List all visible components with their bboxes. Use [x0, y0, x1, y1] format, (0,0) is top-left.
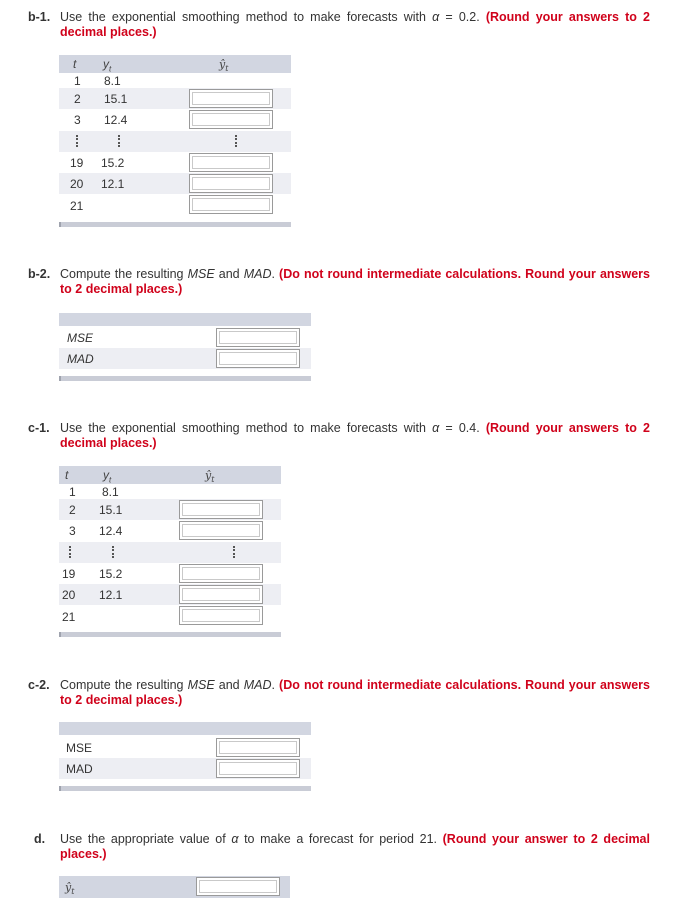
- question-b2: [28, 267, 650, 297]
- header-t: t: [73, 57, 77, 71]
- cell-y: 12.1: [101, 177, 125, 191]
- vertical-ellipsis-icon: [235, 135, 237, 147]
- header-y: $y_t$: [103, 57, 112, 74]
- table-header: [59, 313, 311, 326]
- vertical-ellipsis-icon: [233, 546, 235, 558]
- forecast-table-c1: [59, 466, 281, 641]
- forecast-input-t19[interactable]: [179, 564, 263, 583]
- label-mse: MSE: [66, 741, 93, 755]
- error-table-b2: [59, 313, 311, 385]
- cell-y: 15.1: [104, 92, 128, 106]
- cell-t: 3: [69, 524, 76, 538]
- header-y: $y_t$: [103, 468, 112, 485]
- vertical-ellipsis-icon: [112, 546, 114, 558]
- forecast-input-t3[interactable]: [189, 110, 273, 129]
- label-mad: MAD: [67, 352, 94, 366]
- header-yhat: $ŷ_t$: [219, 58, 229, 74]
- cell-t: 21: [62, 610, 76, 624]
- cell-t: 21: [70, 199, 84, 213]
- table-footer: [59, 376, 311, 381]
- cell-t: 20: [70, 177, 84, 191]
- question-label: c-1.: [28, 421, 50, 435]
- table-footer: [59, 222, 291, 227]
- mse-input[interactable]: [216, 738, 300, 757]
- forecast-input-t20[interactable]: [189, 174, 273, 193]
- mad-input[interactable]: [216, 349, 300, 368]
- header-t: t: [65, 468, 69, 482]
- question-text: Use the exponential smoothing method to make forecasts with α = 0.2. (Round your answers to 2 decimal places.): [60, 10, 650, 39]
- table-footer: [59, 786, 311, 791]
- question-d: [28, 832, 650, 862]
- label-mse: MSE: [67, 331, 94, 345]
- question-c1: [28, 421, 650, 451]
- mad-input[interactable]: [216, 759, 300, 778]
- question-label: b-2.: [28, 267, 51, 281]
- table-row-ellipsis: [59, 542, 281, 563]
- vertical-ellipsis-icon: [76, 135, 78, 147]
- question-text: Use the appropriate value of α to make a forecast for period 21. (Round your answer to 2 decimal places.): [60, 832, 650, 861]
- vertical-ellipsis-icon: [118, 135, 120, 147]
- cell-y: 15.2: [101, 156, 125, 170]
- table-header: [59, 722, 311, 735]
- question-b1: [28, 10, 650, 40]
- mse-input[interactable]: [216, 328, 300, 347]
- question-label: c-2.: [28, 678, 50, 692]
- question-text: Compute the resulting MSE and MAD. (Do not round intermediate calculations. Round your answers to 2 decimal places.): [60, 267, 650, 296]
- cell-t: 2: [74, 92, 81, 106]
- cell-t: 2: [69, 503, 76, 517]
- table-footer: [59, 632, 281, 637]
- question-label: b-1.: [28, 10, 51, 24]
- label-mad: MAD: [66, 762, 93, 776]
- cell-t: 1: [69, 485, 76, 499]
- forecast-input-t2[interactable]: [189, 89, 273, 108]
- cell-t: 3: [74, 113, 81, 127]
- header-yhat: $ŷ_t$: [205, 469, 215, 485]
- forecast-input-t21[interactable]: [189, 195, 273, 214]
- table-row-ellipsis: [59, 131, 291, 152]
- cell-y: 8.1: [102, 485, 119, 499]
- question-c2: [28, 678, 650, 708]
- cell-y: 12.1: [99, 588, 123, 602]
- cell-t: 1: [74, 74, 81, 88]
- vertical-ellipsis-icon: [69, 546, 71, 558]
- cell-y: 15.2: [99, 567, 123, 581]
- cell-y: 12.4: [99, 524, 123, 538]
- cell-t: 19: [70, 156, 84, 170]
- cell-y: 15.1: [99, 503, 123, 517]
- forecast-table-b1: [59, 55, 291, 231]
- cell-y: 12.4: [104, 113, 128, 127]
- label-yhat: $ŷ_t$: [65, 881, 75, 897]
- question-text: Compute the resulting MSE and MAD. (Do not round intermediate calculations. Round your answers to 2 decimal places.): [60, 678, 650, 707]
- cell-t: 19: [62, 567, 76, 581]
- forecast-input-t20[interactable]: [179, 585, 263, 604]
- table-header: [59, 466, 281, 484]
- forecast-input-t19[interactable]: [189, 153, 273, 172]
- forecast-input-t21[interactable]: [179, 606, 263, 625]
- question-label: d.: [34, 832, 46, 846]
- cell-t: 20: [62, 588, 76, 602]
- table-header: [59, 55, 291, 73]
- forecast-input-period-21[interactable]: [196, 877, 280, 896]
- forecast-input-t2[interactable]: [179, 500, 263, 519]
- question-text: Use the exponential smoothing method to make forecasts with α = 0.4. (Round your answers to 2 decimal places.): [60, 421, 650, 450]
- cell-y: 8.1: [104, 74, 121, 88]
- forecast-input-t3[interactable]: [179, 521, 263, 540]
- error-table-c2: [59, 722, 311, 795]
- forecast-table-d: [59, 876, 290, 898]
